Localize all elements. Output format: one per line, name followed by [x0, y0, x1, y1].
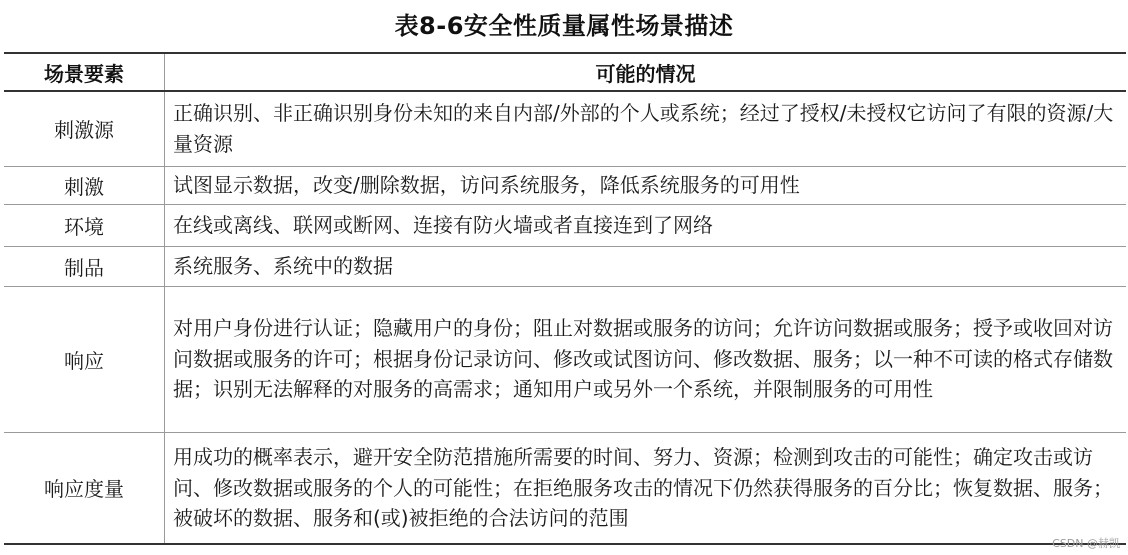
- row-element-label: 环境: [4, 204, 165, 246]
- row-element-label: 响应度量: [4, 432, 165, 544]
- table-row: [4, 91, 1126, 166]
- row-description: 用成功的概率表示，避开安全防范措施所需要的时间、努力、资源；检测到攻击的可能性；确定攻击或访问、修改数据或服务的个人的可能性；在拒绝服务攻击的情况下仍然获得服务的百分比；恢复数据、服务；被破坏的数据、服务和(或)被拒绝的合法访问的范围: [165, 432, 1127, 544]
- row-description: 试图显示数据，改变/删除数据，访问系统服务，降低系统服务的可用性: [165, 166, 1127, 204]
- row-element-label: 响应: [4, 286, 165, 432]
- table-title: 表8-6安全性质量属性场景描述: [394, 12, 734, 40]
- quality-attribute-scene-table: [4, 52, 1126, 545]
- column-header-situation: 可能的情况: [165, 53, 1127, 91]
- row-description: 系统服务、系统中的数据: [165, 246, 1127, 286]
- source-watermark: CSDN @赫凯: [1052, 537, 1120, 550]
- table-header-row: [4, 53, 1126, 91]
- row-description: 对用户身份进行认证；隐藏用户的身份；阻止对数据或服务的访问；允许访问数据或服务；授予或收回对访问数据或服务的许可；根据身份记录访问、修改或试图访问、修改数据、服务；以一种不可读的格式存储数据；识别无法解释的对服务的高需求；通知用户或另外一个系统，并限制服务的可用性: [165, 286, 1127, 432]
- table-row: [4, 432, 1126, 544]
- row-element-label: 制品: [4, 246, 165, 286]
- row-element-label: 刺激: [4, 166, 165, 204]
- table-row: [4, 286, 1126, 432]
- row-description: 正确识别、非正确识别身份未知的来自内部/外部的个人或系统；经过了授权/未授权它访问了有限的资源/大量资源: [165, 91, 1127, 166]
- table-row: [4, 204, 1126, 246]
- column-header-element: 场景要素: [4, 53, 165, 91]
- table-row: [4, 246, 1126, 286]
- row-element-label: 刺激源: [4, 91, 165, 166]
- row-description: 在线或离线、联网或断网、连接有防火墙或者直接连到了网络: [165, 204, 1127, 246]
- table-row: [4, 166, 1126, 204]
